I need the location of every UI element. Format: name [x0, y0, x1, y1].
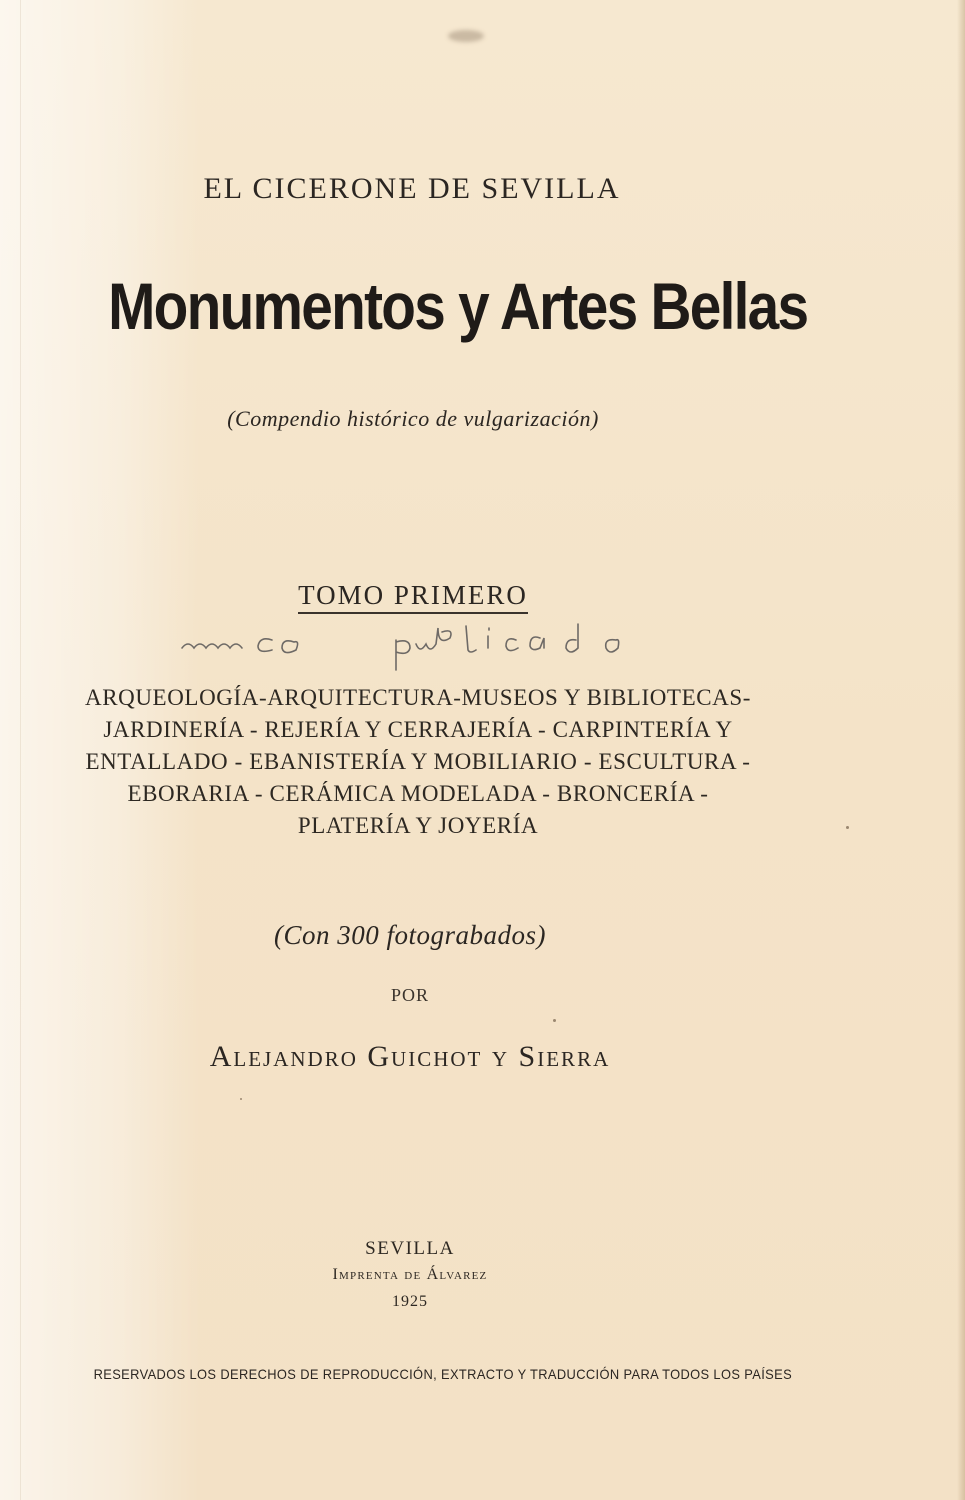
- imprint-printer: Imprenta de Álvarez: [332, 1266, 488, 1283]
- author-name: Alejandro Guichot y Sierra: [209, 1040, 611, 1073]
- subtitle: (Compendio histórico de vulgarización): [227, 406, 599, 431]
- imprint-year: 1925: [392, 1293, 428, 1310]
- series-title: EL CICERONE DE SEVILLA: [203, 172, 621, 205]
- paper-speck: [846, 826, 849, 829]
- handwritten-note: [176, 618, 656, 674]
- subjects-list: [54, 682, 782, 842]
- paper-speck: [240, 1098, 242, 1100]
- imprint-place: SEVILLA: [365, 1238, 455, 1259]
- handwritten-note-drawing: [176, 618, 656, 674]
- volume-label: TOMO PRIMERO: [298, 580, 528, 614]
- subjects-line: ENTALLADO - EBANISTERÍA Y MOBILIARIO - ESCULTURA -: [85, 749, 751, 774]
- page-edge-shadow: [957, 0, 965, 1500]
- ink-smudge: [448, 30, 484, 42]
- subjects-line: PLATERÍA Y JOYERÍA: [297, 813, 539, 838]
- main-title: Monumentos y Artes Bellas: [108, 269, 808, 343]
- rights-notice: RESERVADOS LOS DERECHOS DE REPRODUCCIÓN, EXTRACTO Y TRADUCCIÓN PARA TODOS LOS PAÍSES: [93, 1366, 793, 1382]
- byline-por: POR: [390, 985, 429, 1005]
- volume-block: [262, 580, 564, 611]
- illustrations-note: (Con 300 fotograbados): [273, 920, 546, 950]
- page-fold-line: [20, 0, 21, 1500]
- subjects-line: JARDINERÍA - REJERÍA Y CERRAJERÍA - CARPINTERÍA Y: [103, 717, 733, 742]
- subjects-line: EBORARIA - CERÁMICA MODELADA - BRONCERÍA -: [127, 781, 709, 806]
- subjects-line: ARQUEOLOGÍA-ARQUITECTURA-MUSEOS Y BIBLIOTECAS-: [84, 685, 752, 710]
- paper-speck: [553, 1019, 556, 1022]
